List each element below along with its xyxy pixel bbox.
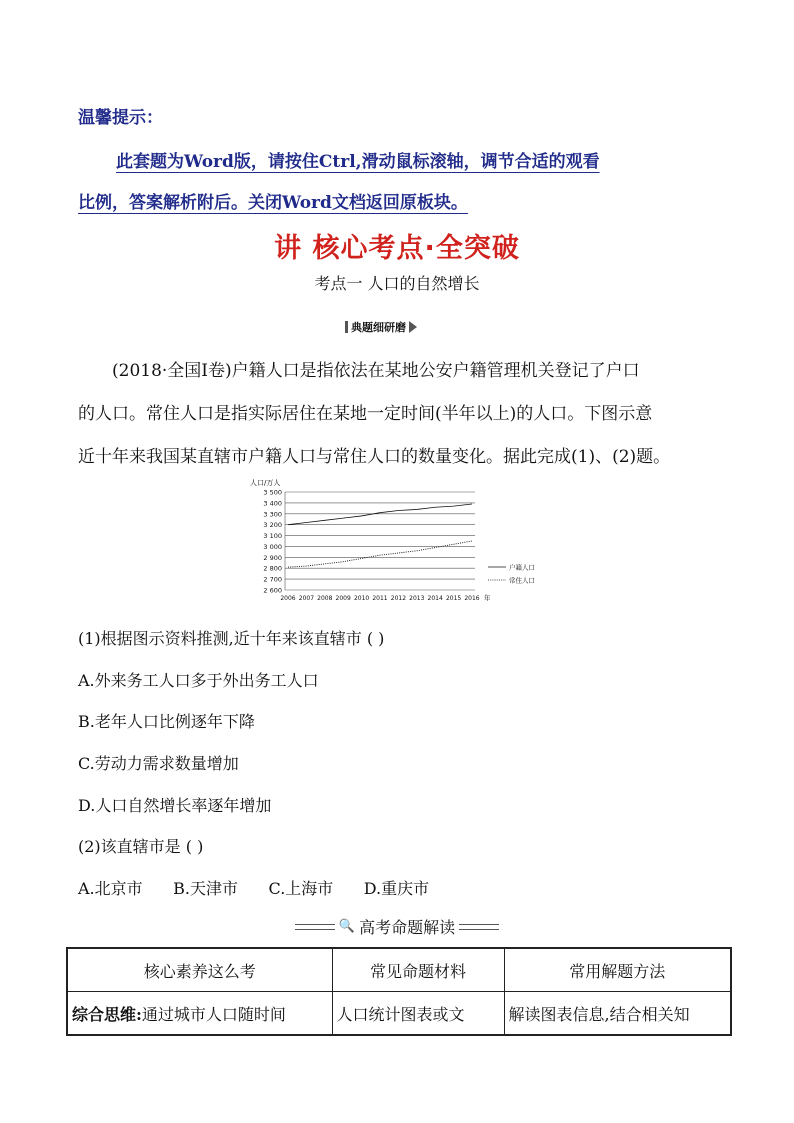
chart-xtick-label: 2015 [445, 595, 462, 602]
table-header: 核心素养这么考 [67, 948, 332, 992]
chart-xtick-label: 2008 [317, 595, 333, 602]
chart-ylabel: 人口/万人 [250, 479, 281, 487]
table-cell: 人口统计图表或文 [332, 992, 504, 1036]
q1-option-c[interactable]: C.劳动力需求数量增加 [78, 754, 239, 773]
divider-line [295, 924, 335, 930]
chart-ytick-label: 3 200 [263, 521, 282, 530]
section-subtitle: 考点一 人口的自然增长 [314, 274, 480, 293]
table-header: 常用解题方法 [504, 948, 731, 992]
table-row [67, 992, 731, 1036]
badge-bar-icon [345, 321, 348, 333]
passage-line: 近十年来我国某直辖市户籍人口与常住人口的数量变化。据此完成(1)、(2)题。 [78, 447, 671, 467]
table-header: 常见命题材料 [332, 948, 504, 992]
section-divider [0, 915, 794, 938]
question-1-stem: (1)根据图示资料推测,近十年来该直辖市 ( ) [78, 629, 385, 648]
section-badge [345, 319, 417, 335]
chart-ytick-label: 3 500 [263, 488, 282, 497]
q1-option-d[interactable]: D.人口自然增长率逐年增加 [78, 796, 272, 815]
q1-option-b[interactable]: B.老年人口比例逐年下降 [78, 712, 255, 731]
question-2-stem: (2)该直辖市是 ( ) [78, 837, 204, 856]
cell-text: 通过城市人口随时间 [141, 1004, 286, 1024]
passage-line: 的人口。常住人口是指实际居住在某地一定时间(半年以上)的人口。下图示意 [78, 404, 653, 424]
chart-ytick-label: 2 600 [263, 586, 282, 595]
cell-bold-label: 综合思维: [72, 1004, 142, 1024]
chart-xtick-label: 2016 [464, 595, 480, 602]
legend-label: 常住人口 [509, 576, 535, 585]
passage-line: (2018·全国Ⅰ卷)户籍人口是指依法在某地公安户籍管理机关登记了户口 [112, 361, 640, 381]
chart-ytick-label: 3 400 [263, 499, 282, 508]
chart-ytick-label: 3 100 [263, 532, 282, 541]
chart-series-line [288, 541, 472, 567]
question-passage [78, 350, 718, 479]
divider-label: 高考命题解读 [359, 918, 456, 937]
chart-xtick-label: 2010 [353, 595, 370, 602]
chart-ytick-label: 3 000 [263, 542, 282, 551]
q2-options[interactable]: A.北京市 B.天津市 C.上海市 D.重庆市 [78, 879, 430, 898]
q1-option-a[interactable]: A.外来务工人口多于外出务工人口 [78, 671, 319, 690]
chart-ytick-label: 2 900 [263, 553, 282, 562]
population-line-chart [240, 474, 550, 609]
chart-xtick-label: 2014 [427, 595, 443, 602]
badge-label: 典题细研磨 [351, 321, 406, 334]
tip-line-2: 比例，答案解析附后。关闭Word文档返回原板块。 [78, 193, 468, 213]
table-cell: 解读图表信息,结合相关知 [504, 992, 731, 1036]
divider-line [459, 924, 499, 930]
exam-interpretation-table [66, 947, 732, 1036]
table-cell [67, 992, 332, 1036]
chart-xtick-label: 2009 [335, 595, 351, 602]
legend-label: 户籍人口 [509, 563, 535, 572]
chart-xtick-label: 2006 [280, 595, 296, 602]
magnifier-icon: 🔍 [338, 919, 356, 934]
chart-ytick-label: 2 700 [263, 575, 282, 584]
chart-xtick-label: 2007 [298, 595, 315, 602]
chart-xlabel: 年 [484, 594, 491, 602]
chart-xtick-label: 2012 [390, 595, 407, 602]
badge-arrow-icon [409, 321, 417, 333]
chart-xtick-label: 2013 [409, 595, 425, 602]
tip-line-1: 此套题为Word版，请按住Ctrl,滑动鼠标滚轴，调节合适的观看 [116, 152, 600, 172]
table-header-row [67, 948, 731, 992]
tip-title: 温馨提示： [78, 108, 163, 128]
chart-ytick-label: 3 300 [263, 510, 282, 519]
page-title: 讲 核心考点·全突破 [274, 233, 520, 264]
chart-xtick-label: 2011 [372, 595, 388, 602]
chart-ytick-label: 2 800 [263, 564, 282, 573]
chart-series-line [288, 504, 472, 525]
